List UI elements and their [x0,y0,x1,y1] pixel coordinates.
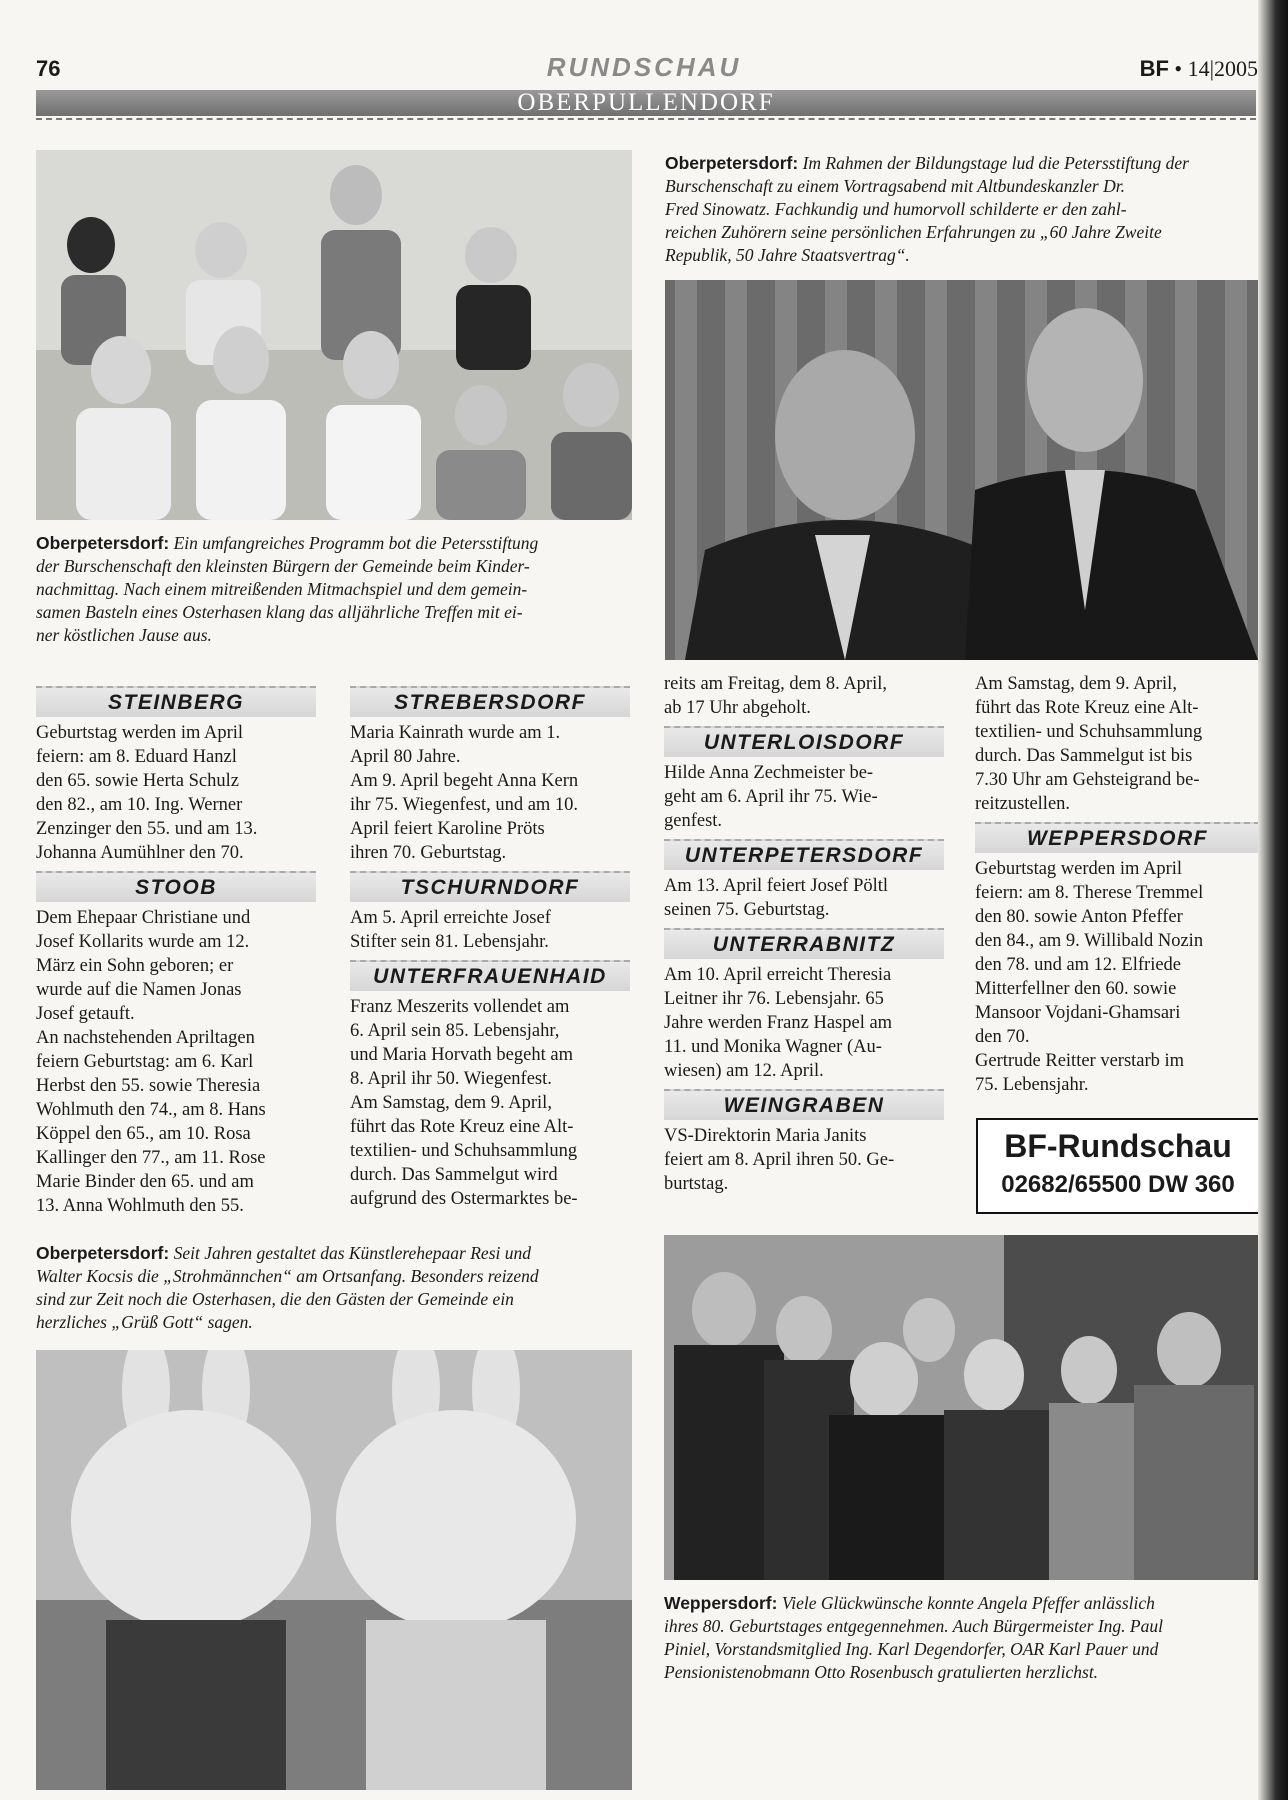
article-weingraben [664,1089,944,1196]
article-stoob [36,871,316,1218]
article-unterfrauenhaid [350,960,630,1211]
region-banner: OBERPULLENDORF [36,90,1256,116]
article-body: Am Samstag, dem 9. April, führt das Rote Kreuz eine Alt- textilien- und Schuhsammlung durch. Das Sammelgut ist bis 7.30 Uhr am Gehsteigrand be- reitzustellen. [975,674,1203,814]
article-body: reits am Freitag, dem 8. April, ab 17 Uhr abgeholt. [664,674,887,718]
caption-text: Viele Glückwünsche konnte Angela Pfeffer anlässlich ihres 80. Geburtstages entgegennehmen. Auch Bürgermeister Ing. Paul Piniel, Vorstandsmitglied Ing. Karl Degendorfer, OAR Karl Pauer und Pensionistenobmann Otto Rosenbusch gratulierten herzlichst. [664,1593,1163,1682]
column-1 [36,686,316,1224]
page-number: 76 [36,56,61,81]
caption-top-right [665,152,1260,267]
caption-strohmaennchen [36,1242,636,1334]
caption-text: Ein umfangreiches Programm bot die Petersstiftung der Burschenschaft den kleinsten Bürgern der Gemeinde beim Kinder- nachmittag. Nach einem mitreißenden Mitmachspiel und dem gemein- samen Basteln eines Osterhasen klang das alljährliche Treffen mit ei- ner köstlichen Jause aus. [36,533,539,645]
article-heading: UNTERLOISDORF [664,726,944,757]
article-body: Am 10. April erreicht Theresia Leitner ihr 76. Lebensjahr. 65 Jahre werden Franz Haspel am 11. und Monika Wagner (Au- wiesen) am 12. April. [664,965,893,1081]
article-weppersdorf [975,822,1260,1097]
article-body: Am 13. April feiert Josef Pöltl seinen 75. Geburtstag. [664,876,889,920]
article-strebersdorf [350,686,630,865]
caption-kids [36,532,636,647]
article-unterloisdorf [664,726,944,833]
caption-weppersdorf [664,1592,1264,1684]
section-title: RUNDSCHAU [546,52,742,82]
ad-title: BF-Rundschau [1004,1128,1232,1164]
sinowatz-photo [665,280,1258,660]
column-2 [350,686,630,1217]
article-body: Am 5. April erreichte Josef Stifter sein 81. Lebensjahr. [350,908,551,952]
article-body: Geburtstag werden im April feiern: am 8. Therese Tremmel den 80. sowie Anton Pfeffer den 84., am 9. Willibald Nozin den 78. und am 12. Elfriede Mitterfellner den 60. sowie Mansoor Vojdani-Ghamsari den 70. Gertrude Reitter verstarb im 75. Lebensjahr. [975,859,1204,1095]
caption-place: Weppersdorf: [664,1593,778,1613]
issue-brand: BF [1139,56,1169,81]
column-4 [975,672,1260,1103]
article-tschurndorf [350,871,630,954]
scan-edge [1258,0,1288,1800]
article-unterrabnitz [664,928,944,1083]
caption-place: Oberpetersdorf: [665,153,799,173]
article-body: Hilde Anna Zechmeister be- geht am 6. April ihr 75. Wie- genfest. [664,763,878,831]
caption-text: Im Rahmen der Bildungstage lud die Petersstiftung der Burschenschaft zu einem Vortragsabend mit Altbundeskanzler Dr. Fred Sinowatz. Fachkundig und humorvoll schilderte er den zahl- reichen Zuhörern seine persönlichen Erfahrungen zu „60 Jahre Zweite Republik, 50 Jahre Staatsvertrag“. [665,153,1189,265]
kids-photo [36,150,632,520]
article-heading: STOOB [36,871,316,902]
article-heading: UNTERPETERSDORF [664,839,944,870]
article-heading: UNTERRABNITZ [664,928,944,959]
caption-place: Oberpetersdorf: [36,533,170,553]
article-heading: STREBERSDORF [350,686,630,717]
article-heading: STEINBERG [36,686,316,717]
article-body: Geburtstag werden im April feiern: am 8. Eduard Hanzl den 65. sowie Herta Schulz den 82., am 10. Ing. Werner Zenzinger den 55. und am 13. Johanna Aumühlner den 70. [36,723,258,863]
article-unterpetersdorf [664,839,944,922]
article-weingraben-side [975,672,1260,816]
column-3 [664,672,944,1202]
article-body: Maria Kainrath wurde am 1. April 80 Jahre. Am 9. April begeht Anna Kern ihr 75. Wiegenfest, und am 10. April feiert Karoline Pröts ihren 70. Geburtstag. [350,723,579,863]
straw-bunnies-photo [36,1350,632,1790]
article-unterfrauenhaid-continued [664,672,944,720]
ad-box [976,1118,1260,1214]
article-heading: UNTERFRAUENHAID [350,960,630,991]
caption-place: Oberpetersdorf: [36,1243,170,1263]
issue-date: 14|2005 [1187,56,1258,81]
article-body: VS-Direktorin Maria Janits feiert am 8. April ihren 50. Ge- burtstag. [664,1126,895,1194]
issue-separator: • [1174,56,1183,81]
caption-text: Seit Jahren gestaltet das Künstlerehepaar Resi und Walter Kocsis die „Strohmännchen“ am Ortsanfang. Besonders reizend sind zur Zeit noch die Osterhasen, die den Gästen der Gemeinde ein herzliches „Grüß Gott“ sagen. [36,1243,539,1332]
article-heading: TSCHURNDORF [350,871,630,902]
ad-phone: 02682/65500 DW 360 [1001,1171,1235,1198]
article-heading: WEINGRABEN [664,1089,944,1120]
banner-divider [36,118,1256,120]
article-heading: WEPPERSDORF [975,822,1260,853]
article-steinberg [36,686,316,865]
weppersdorf-group-photo [664,1235,1260,1580]
issue-label [1140,56,1258,82]
article-body: Dem Ehepaar Christiane und Josef Kollarits wurde am 12. März ein Sohn geboren; er wurde auf die Namen Jonas Josef getauft. An nachstehenden Apriltagen feiern Geburtstag: am 6. Karl Herbst den 55. sowie Theresia Wohlmuth den 74., am 8. Hans Köppel den 65., am 10. Rosa Kallinger den 77., am 11. Rose Marie Binder den 65. und am 13. Anna Wohlmuth den 55. [36,908,266,1216]
article-body: Franz Meszerits vollendet am 6. April sein 85. Lebensjahr, und Maria Horvath begeht am 8. April ihr 50. Wiegenfest. Am Samstag, dem 9. April, führt das Rote Kreuz eine Alt- textilien- und Schuhsammlung durch. Das Sammelgut wird aufgrund des Ostermarktes be- [350,997,578,1209]
